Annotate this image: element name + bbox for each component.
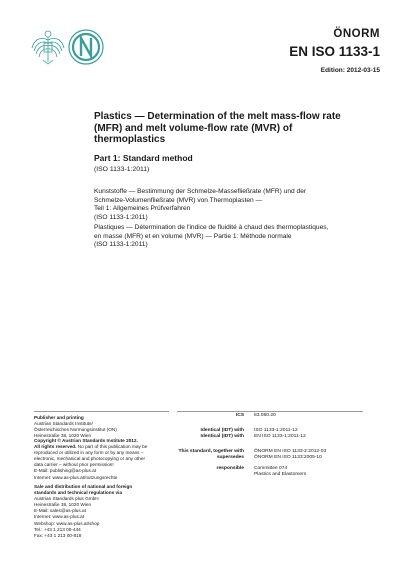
ics-value: 83.080.20 <box>254 413 276 418</box>
german-title-line: Kunststoffe — Bestimmung der Schmelze-Massefließrate (MFR) und der <box>94 188 307 195</box>
divider <box>177 411 363 412</box>
copyright-line: All rights reserved. <box>34 444 77 450</box>
publisher-line: Heinestraße 38, 1020 Wien <box>34 433 92 439</box>
publisher-line: Österreichisches Normungsinstitut (ON) <box>34 427 117 433</box>
publisher-line: Austrian Standards Institute/ <box>34 421 93 427</box>
french-title-line: (ISO 1133-1:2011) <box>94 241 148 248</box>
distribution-line: Internet: www.as-plus.at <box>34 514 85 520</box>
distribution-line: E-Mail: sales@as-plus.at <box>34 508 86 514</box>
on-monogram-icon <box>69 30 103 64</box>
supersedes-value: ÖNORM EN ISO 1133-2:2012-03 <box>254 449 327 454</box>
identical-value: EN ISO 1133-1:2011-12 <box>254 434 306 439</box>
copyright-line: Internet: www.as-plus.at/nutzungsrechte <box>34 474 118 480</box>
supersedes-label: This standard, together with <box>178 449 244 454</box>
german-title-line: Teil 1: Allgemeines Prüfverfahren <box>94 205 191 212</box>
responsible-value: Plastics and Elastomers <box>254 472 307 477</box>
divider <box>34 411 169 412</box>
edition-date: Edition: 2012-03-15 <box>320 67 380 74</box>
publisher-block <box>34 415 174 439</box>
standard-number: EN ISO 1133-1 <box>289 44 380 59</box>
english-title-line: Plastics — Determination of the melt mass-flow rate <box>94 111 341 122</box>
copyright-block <box>34 438 174 481</box>
publisher-logos <box>30 26 106 66</box>
distribution-line: Austrian Standards plus GmbH <box>34 496 99 502</box>
french-title-line: en masse (MFR) et en volume (MVR) — Partie 1: Méthode normale <box>94 232 292 240</box>
publisher-heading: Publisher and printing <box>34 415 84 420</box>
supersedes-value: ÖNORM EN ISO 1133:2005-10 <box>254 455 322 460</box>
identical-label: Identical (IDT) with <box>200 428 244 433</box>
german-title-line: Schmelze-Volumenfließrate (MVR) von Thermoplasten — <box>94 196 263 204</box>
english-title-line: (MFR) and melt volume-flow rate (MVR) of <box>94 122 293 134</box>
identical-value: ISO 1133-1:2011-12 <box>254 428 298 433</box>
english-title <box>94 111 364 146</box>
german-title <box>94 188 364 222</box>
copyright-line: E-Mail: publishing@as-plus.at <box>34 468 97 474</box>
ics-label: ICS <box>235 413 244 418</box>
distribution-line: Fax: +43 1 213 00-818 <box>34 532 82 538</box>
copyright-line: electronic, mechanical and photocopying or any other <box>34 456 146 462</box>
responsible-value: Committee 074 <box>254 466 288 471</box>
austrian-eagle-crest-icon <box>32 31 64 64</box>
iso-reference: (ISO 1133-1:2011) <box>94 166 150 173</box>
english-title-line: thermoplastics <box>94 134 166 146</box>
distribution-heading: standards and technical regulations via <box>34 490 123 496</box>
part-title: Part 1: Standard method <box>94 153 193 163</box>
supersedes-label: supersedes <box>216 455 244 460</box>
distribution-line: Heinestraße 38, 1020 Wien <box>34 502 92 508</box>
distribution-line: Webshop: www.as-plus.at/shop <box>34 520 100 526</box>
copyright-heading: Copyright © Austrian Standards Institute 2012. <box>34 438 138 443</box>
copyright-line: reproduced or utilized in any form or by any means – <box>34 450 144 456</box>
identical-label: Identical (IDT) with <box>200 434 244 439</box>
distribution-heading: Sale and distribution of national and foreign <box>34 484 133 489</box>
copyright-line: data carrier – without prior permission! <box>34 462 114 468</box>
responsible-label: responsible <box>216 466 244 471</box>
copyright-line: No part of this publication may be <box>76 444 148 450</box>
standard-name: ÖNORM <box>333 28 380 40</box>
french-title-line: Plastiques — Détermination de l'indice de fluidité à chaud des thermoplastiques, <box>94 224 329 231</box>
distribution-block <box>34 484 174 539</box>
distribution-line: Tel.: +43 1 213 00-444 <box>34 526 81 532</box>
french-title <box>94 224 364 250</box>
german-title-line: (ISO 1133-1:2011) <box>94 213 148 221</box>
